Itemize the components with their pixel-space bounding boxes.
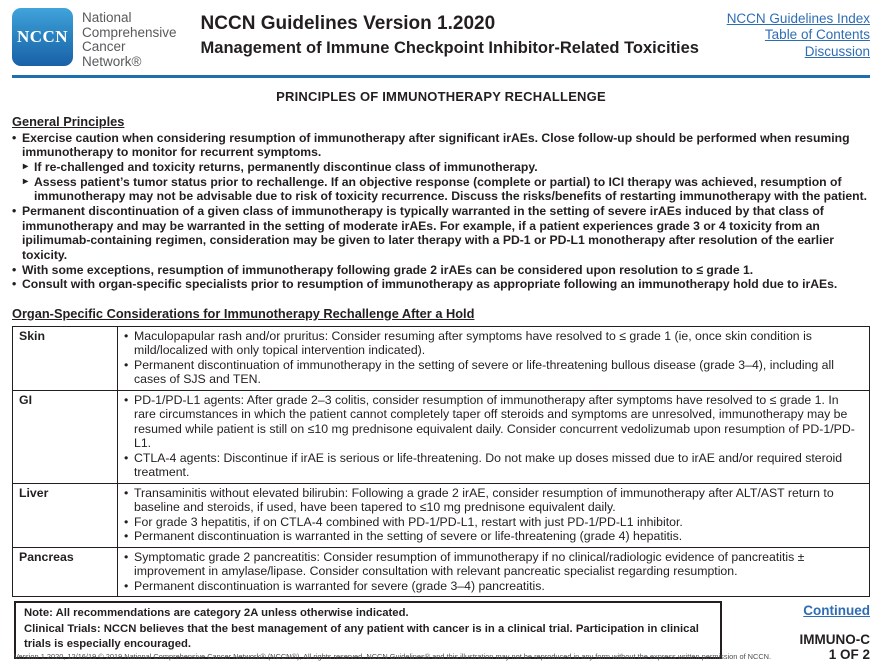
consideration-bullet bbox=[124, 393, 863, 451]
consideration-bullet-text: Symptomatic grade 2 pancreatitis: Consider resumption of immunotherapy if no clinical/radiologic evidence of pancreatitis ± improvement in amylase/lipase. Consider consultation with relevant pancreatic specialist regarding resumption. bbox=[134, 549, 805, 579]
bullet-icon: • bbox=[12, 277, 17, 292]
bullet-icon: • bbox=[12, 130, 17, 145]
bullet-icon: • bbox=[124, 514, 129, 529]
bullet-icon: • bbox=[124, 450, 129, 465]
consideration-bullet-text: PD-1/PD-L1 agents: After grade 2–3 colitis, consider resumption of immunotherapy after symptoms have resolved to ≤ grade 1. In rare circumstances in which the patient cannot completely taper off steroids and symptoms are unresolved, immunotherapy may be resumed while patient is still on ≤10 mg prednisone equivalent daily. Consider concurrent vedolizumab upon resumption of PD-1/PD-L1. bbox=[134, 392, 855, 451]
principle-bullet bbox=[12, 204, 870, 263]
principle-bullet-text: Exercise caution when considering resumption of immunotherapy after significant irAEs. Close follow-up should be performed when resuming immunotherapy to monitor for recurrent symptoms. bbox=[22, 130, 850, 160]
brand-line: Cancer bbox=[82, 39, 126, 55]
consideration-bullet bbox=[124, 529, 863, 544]
version-copyright-line: Version 1.2020, 12/16/19 © 2019 National Comprehensive Cancer Network® (NCCN®), All rights reserved. NCCN Guidelines® and this illustration may not be reproduced in any form without the express written permission of NCCN. bbox=[14, 652, 772, 661]
principle-bullet-text: With some exceptions, resumption of immunotherapy following grade 2 irAEs can be considered upon resolution to ≤ grade 1. bbox=[22, 262, 754, 277]
principle-bullet-text: Permanent discontinuation of a given class of immunotherapy is typically warranted in the setting of severe irAEs induced by that class of immunotherapy and may be warranted in the setting of moderate irAEs. For example, if a patient experiences grade 3 or 4 toxicity from an ipilimumab-containing regimen, consideration may be given to later therapy with a PD-1 or PD-L1 monotherapy after resolution of the earlier toxicity. bbox=[22, 204, 834, 262]
bullet-icon: • bbox=[12, 262, 17, 277]
clinical-trials-line: Clinical Trials: NCCN believes that the best management of any patient with cancer is in a clinical trial. Participation in clinical trials is especially encouraged. bbox=[24, 622, 699, 651]
table-row-pancreas bbox=[13, 547, 870, 597]
bullet-icon: • bbox=[124, 549, 129, 564]
table-row-gi bbox=[13, 390, 870, 483]
organ-name-cell: GI bbox=[13, 390, 118, 483]
principle-bullet bbox=[12, 263, 870, 278]
brand-line: Network® bbox=[82, 54, 142, 70]
arrow-bullet-icon: ▸ bbox=[23, 161, 29, 173]
general-principles-list bbox=[12, 131, 870, 292]
consideration-bullet-text: For grade 3 hepatitis, if on CTLA-4 combined with PD-1/PD-L1, restart with just PD-1/PD-L1 inhibitor. bbox=[134, 514, 683, 529]
organ-considerations-cell bbox=[118, 326, 870, 390]
bullet-icon: • bbox=[124, 485, 129, 500]
nccn-logo bbox=[12, 8, 73, 66]
arrow-bullet-icon: ▸ bbox=[23, 175, 29, 187]
continued-link[interactable]: Continued bbox=[803, 603, 870, 618]
title-block bbox=[201, 8, 699, 58]
page-header bbox=[12, 8, 870, 70]
general-principles-section bbox=[12, 113, 870, 292]
guidelines-subtitle: Management of Immune Checkpoint Inhibitor-Related Toxicities bbox=[200, 39, 699, 57]
principle-sub-bullet bbox=[23, 160, 870, 175]
organ-considerations-cell bbox=[118, 483, 870, 547]
bullet-icon: • bbox=[12, 204, 17, 219]
consideration-bullet bbox=[124, 329, 863, 358]
organ-name-cell: Skin bbox=[13, 326, 118, 390]
consideration-bullet-text: Transaminitis without elevated bilirubin: Following a grade 2 irAE, consider resumption of immunotherapy after ALT/AST return to baseline and steroids, if used, have been tapered to ≤10 mg prednisone equivalent daily. bbox=[134, 485, 834, 515]
bullet-icon: • bbox=[124, 392, 129, 407]
table-row-liver bbox=[13, 483, 870, 547]
consideration-bullet bbox=[124, 358, 863, 387]
brand-line: Comprehensive bbox=[82, 24, 177, 40]
principle-sub-bullet bbox=[23, 175, 870, 204]
bullet-icon: • bbox=[124, 328, 129, 343]
consideration-bullet bbox=[124, 515, 863, 530]
link-table-of-contents[interactable]: Table of Contents bbox=[764, 27, 870, 43]
consideration-bullet bbox=[124, 451, 863, 480]
page-number: 1 OF 2 bbox=[828, 647, 870, 662]
principle-bullet bbox=[12, 277, 870, 292]
consideration-bullet bbox=[124, 579, 863, 594]
organ-considerations-cell bbox=[118, 547, 870, 597]
consideration-bullet-text: Permanent discontinuation of immunotherapy in the setting of severe or life-threatening bullous disease (grade 3–4), including all cases of SJS and TEN. bbox=[134, 357, 834, 387]
footer-right bbox=[800, 601, 871, 662]
principle-bullet-text: Consult with organ-specific specialists prior to resumption of immunotherapy as appropriate following an immunotherapy hold due to irAEs. bbox=[22, 277, 838, 292]
organ-name-cell: Pancreas bbox=[13, 547, 118, 597]
consideration-bullet-text: Permanent discontinuation is warranted for severe (grade 3–4) pancreatitis. bbox=[134, 578, 545, 593]
organ-considerations-section bbox=[12, 305, 870, 598]
consideration-bullet bbox=[124, 550, 863, 579]
nccn-logo-text: NCCN bbox=[16, 27, 69, 46]
header-nav bbox=[727, 8, 870, 60]
link-discussion[interactable]: Discussion bbox=[804, 43, 870, 59]
principle-sub-bullet-text: Assess patient’s tumor status prior to rechallenge. If an objective response (complete or partial) to ICI therapy was achieved, resumption of immunotherapy may not be advisable due to risk of toxicity recurrence. Discuss the risks/benefits of restarting immunotherapy with the patient. bbox=[34, 174, 868, 204]
organ-name-cell: Liver bbox=[13, 483, 118, 547]
principle-sub-bullet-text: If re-challenged and toxicity returns, permanently discontinue class of immunotherapy. bbox=[34, 160, 538, 175]
principle-bullet bbox=[12, 131, 870, 160]
link-guidelines-index[interactable]: NCCN Guidelines Index bbox=[726, 11, 870, 26]
note-line: Note: All recommendations are category 2A unless otherwise indicated. bbox=[24, 607, 409, 619]
page-title: PRINCIPLES OF IMMUNOTHERAPY RECHALLENGE bbox=[276, 88, 606, 104]
brand-text bbox=[82, 8, 177, 70]
consideration-bullet bbox=[124, 486, 863, 515]
bullet-icon: • bbox=[124, 357, 129, 372]
organ-considerations-heading: Organ-Specific Considerations for Immunotherapy Rechallenge After a Hold bbox=[12, 305, 475, 321]
bullet-icon: • bbox=[124, 529, 129, 544]
table-row-skin bbox=[13, 326, 870, 390]
consideration-bullet-text: Maculopapular rash and/or pruritus: Consider resuming after symptoms have resolved to ≤ grade 1 (ie, once skin condition is mild/localized with only topical intervention indicated). bbox=[134, 328, 812, 358]
general-principles-heading: General Principles bbox=[12, 113, 125, 129]
guidelines-version-title: NCCN Guidelines Version 1.2020 bbox=[200, 13, 496, 34]
organ-considerations-cell bbox=[118, 390, 870, 483]
consideration-bullet-text: CTLA-4 agents: Discontinue if irAE is serious or life-threatening. Do not make up doses missed due to irAE and/or required steroid treatment. bbox=[134, 450, 843, 480]
page-code: IMMUNO-C bbox=[799, 632, 870, 647]
organ-considerations-table bbox=[12, 326, 870, 598]
consideration-bullet-text: Permanent discontinuation is warranted in the setting of severe or life-threatening (grade 4) hepatitis. bbox=[134, 529, 683, 544]
bullet-icon: • bbox=[124, 578, 129, 593]
note-box bbox=[14, 601, 722, 659]
header-divider bbox=[12, 75, 870, 78]
brand-line: National bbox=[82, 10, 132, 25]
